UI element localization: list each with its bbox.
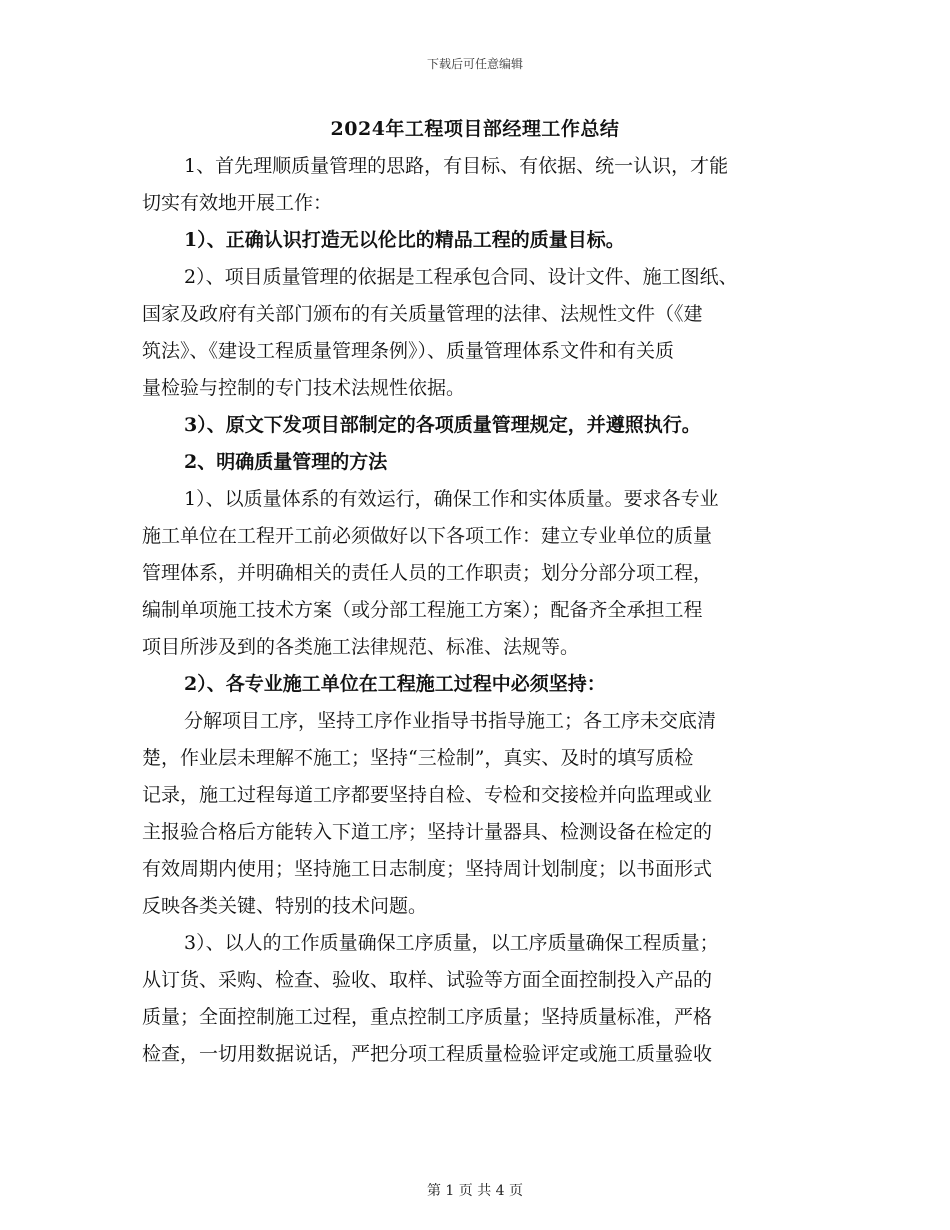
text-line: 项目所涉及到的各类施工法律规范、标准、法规等。 (142, 636, 580, 658)
paragraph-9 (142, 925, 810, 1073)
text-line: 从订货、采购、检查、验收、取样、试验等方面全面控制投入产品的 (142, 969, 713, 991)
document-body (142, 148, 810, 1073)
text-line: 国家及政府有关部门颁布的有关质量管理的法律、法规性文件（《建 (142, 303, 703, 325)
text-line: 2）、项目质量管理的依据是工程承包合同、设计文件、施工图纸、 (184, 266, 738, 288)
text-line: 施工单位在工程开工前必须做好以下各项工作：建立专业单位的质量 (142, 525, 713, 547)
document-title: 2024年工程项目部经理工作总结 (330, 118, 620, 140)
text-line: 反映各类关键、特别的技术问题。 (142, 895, 428, 917)
text-line: 筑法》、《建设工程质量管理条例》）、质量管理体系文件和有关质 (142, 340, 675, 362)
section-2-heading (142, 444, 810, 481)
text-line: 楚，作业层未理解不施工；坚持“三检制”，真实、及时的填写质检 (142, 747, 694, 769)
page-footer: 第 1 页 共 4 页 (426, 1183, 524, 1199)
text-line: 有效周期内使用；坚持施工日志制度；坚持周计划制度；以书面形式 (142, 858, 713, 880)
paragraph-6 (142, 481, 810, 666)
text-line: 质量；全面控制施工过程，重点控制工序质量；坚持质量标准，严格 (142, 1006, 713, 1028)
text-line: 1、首先理顺质量管理的思路，有目标、有依据、统一认识，才能 (184, 155, 729, 177)
text-line: 检查，一切用数据说话，严把分项工程质量检验评定或施工质量验收 (142, 1043, 713, 1065)
text-line: 分解项目工序，坚持工序作业指导书指导施工；各工序未交底清 (184, 710, 717, 732)
text-line: 1）、以质量体系的有效运行，确保工作和实体质量。要求各专业 (184, 488, 719, 510)
text-line: 1）、正确认识打造无以伦比的精品工程的质量目标。 (184, 229, 625, 251)
text-line: 切实有效地开展工作： (142, 192, 333, 214)
paragraph-4-heading (142, 407, 810, 444)
text-line: 记录，施工过程每道工序都要坚持自检、专检和交接检并向监理或业 (142, 784, 713, 806)
paragraph-8 (142, 703, 810, 925)
paragraph-7-heading (142, 666, 810, 703)
text-line: 主报验合格后方能转入下道工序；坚持计量器具、检测设备在检定的 (142, 821, 713, 843)
text-line: 量检验与控制的专门技术法规性依据。 (142, 377, 466, 399)
text-line: 编制单项施工技术方案（或分部工程施工方案）；配备齐全承担工程 (142, 599, 703, 621)
text-line: 2）、各专业施工单位在工程施工过程中必须坚持： (184, 673, 606, 695)
text-line: 2、明确质量管理的方法 (184, 451, 388, 473)
text-line: 管理体系，并明确相关的责任人员的工作职责；划分分部分项工程， (142, 562, 713, 584)
paragraph-3 (142, 259, 810, 407)
paragraph-2-heading (142, 222, 810, 259)
text-line: 3）、以人的工作质量确保工序质量，以工序质量确保工程质量； (184, 932, 719, 954)
header-note: 下载后可任意编辑 (426, 57, 523, 71)
text-line: 3）、原文下发项目部制定的各项质量管理规定，并遵照执行。 (184, 414, 701, 436)
paragraph-1 (142, 148, 810, 222)
